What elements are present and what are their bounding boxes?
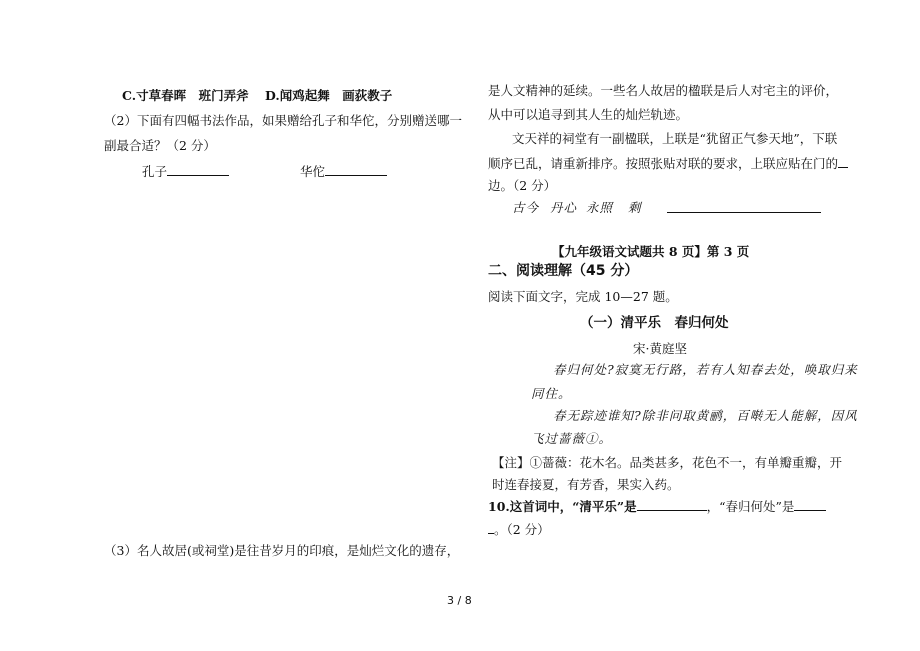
q3-line: （3）名人故居(或祠堂)是往昔岁月的印痕，是灿烂文化的遗存， [104,543,460,558]
page-footer-label: 【九年级语文试题共 8 页】第 3 页 [552,244,750,259]
confucius-blank[interactable] [167,163,229,176]
q10-line1 [488,498,826,515]
scrambled-word-3: 永照 [586,200,614,215]
wen-line3: 边。（2 分） [488,178,557,193]
scrambled-word-4: 剩 [628,200,642,215]
q10-line2 [488,521,550,538]
section-instruction: 阅读下面文字，完成 10—27 题。 [488,289,678,304]
scrambled-word-2: 丹心 [550,200,578,215]
page-number: 3 / 8 [447,594,472,607]
q10-prefix: 10.这首词中，“清平乐”是 [488,499,637,514]
q2-line1: （2）下面有四幅书法作品，如果赠给孔子和华佗，分别赠送哪一 [104,113,462,128]
q10-blank-2[interactable] [794,498,826,511]
poem-author: 宋·黄庭坚 [633,341,687,356]
note-line2: 时连春接夏，有芳香，果实入药。 [492,477,680,492]
section-title: 二、阅读理解（45 分） [488,263,639,279]
confucius-label: 孔子 [142,164,168,179]
note-line1: 【注】①蔷薇：花木名。品类甚多，花色不一，有单瓣重瓣，开 [492,455,843,470]
option-c: C.寸草春晖 班门弄斧 [122,88,249,103]
poem-line2: 同住。 [531,386,572,401]
continuation-line2: 从中可以追寻到其人生的灿烂轨迹。 [488,107,689,122]
poem-line1: 春归何处?寂寞无行路，若有人知春去处，唤取归来 [553,362,858,377]
continuation-line1: 是人文精神的延续。一些名人故居的楹联是后人对宅主的评价， [488,83,839,98]
q2-line2: 副最合适？（2 分） [104,138,216,153]
couplet-answer-blank[interactable] [667,200,821,213]
wen-line1: 文天祥的祠堂有一副楹联，上联是“犹留正气参天地”，下联 [512,131,838,146]
poem-line4: 飞过蔷薇①。 [531,431,613,446]
q10-blank-1[interactable] [637,498,707,511]
huatuo-answer [300,163,387,180]
wen-line2: 顺序已乱，请重新排序。按照张贴对联的要求，上联应贴在门的 [488,155,848,172]
huatuo-label: 华佗 [300,164,326,179]
door-side-blank[interactable] [838,155,848,168]
scrambled-word-1: 古今 [512,200,540,215]
q10-end: 。（2 分） [494,522,550,537]
q10-middle: ，“春归何处”是 [706,499,795,514]
poem-title: （一）清平乐 春归何处 [580,315,729,331]
poem-line3: 春无踪迹谁知?除非问取黄鹂，百啭无人能解，因风 [553,408,858,423]
huatuo-blank[interactable] [325,163,387,176]
confucius-answer [142,163,229,180]
option-d: D.闻鸡起舞 画荻教子 [265,88,393,103]
